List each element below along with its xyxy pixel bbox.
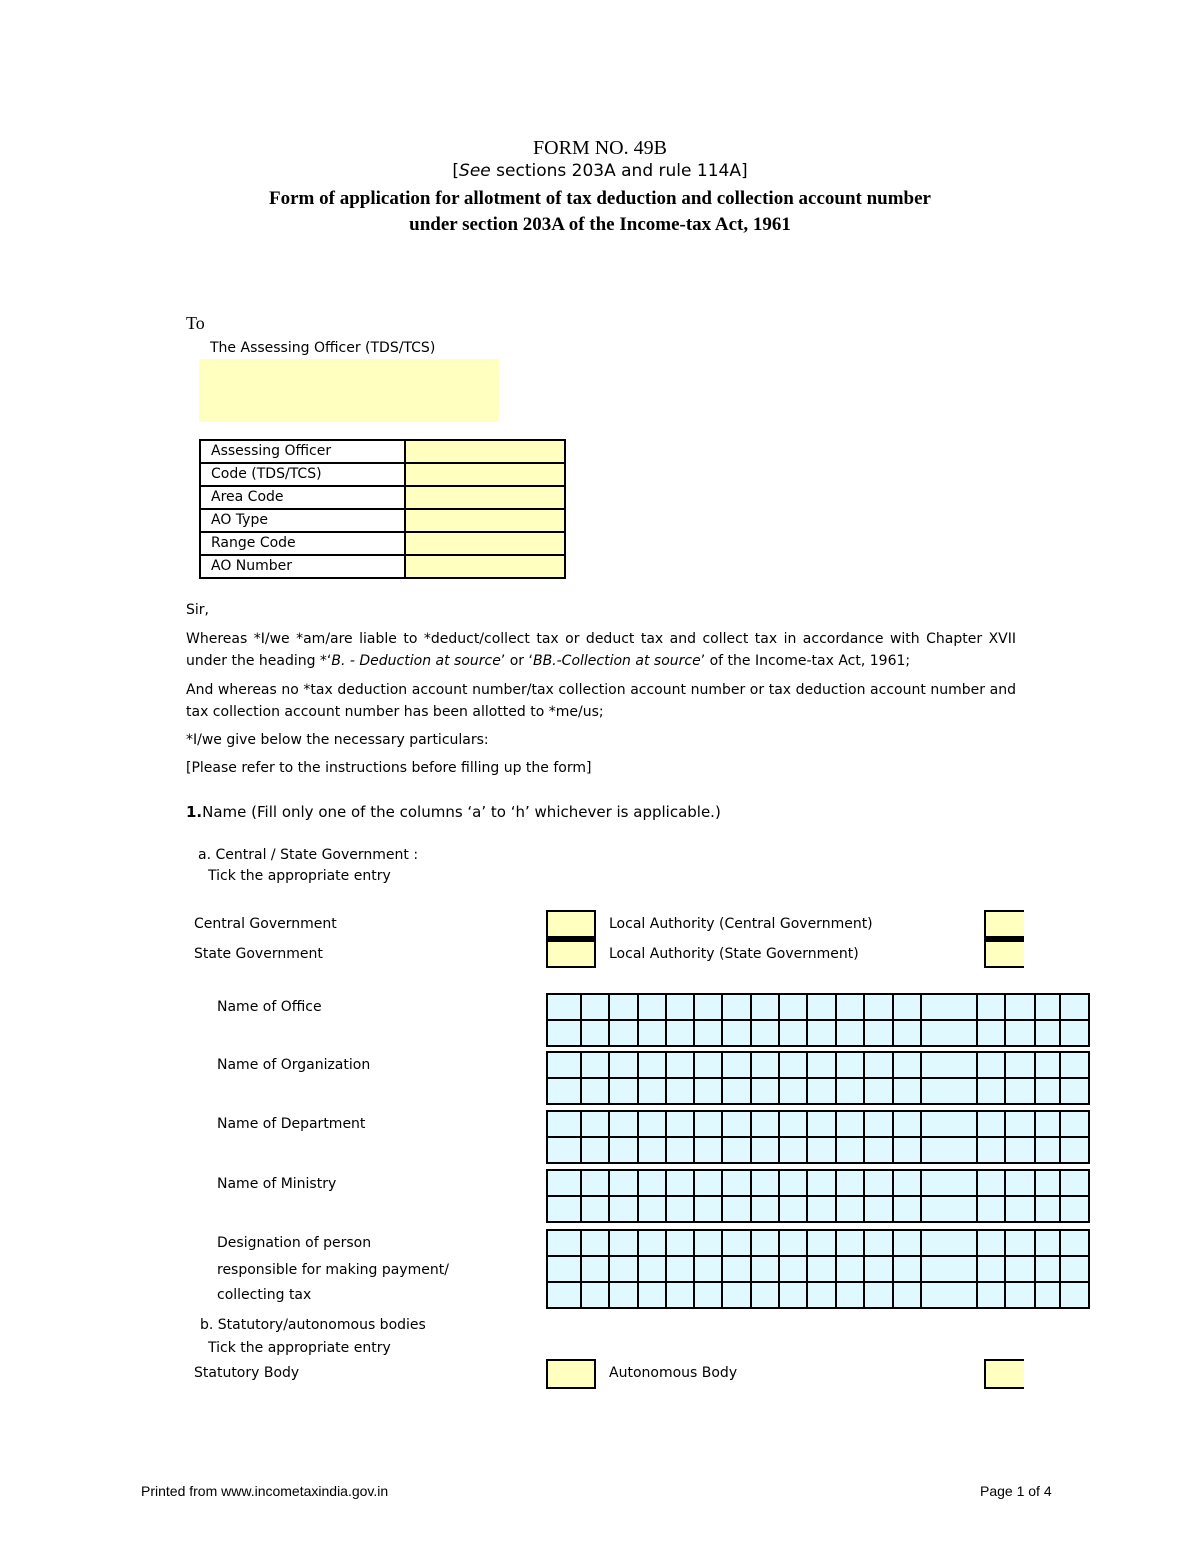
whereas-paragraph — [186, 628, 1016, 672]
char-cell[interactable] — [666, 1282, 694, 1308]
section-1-heading — [186, 803, 721, 822]
char-cell[interactable] — [638, 1282, 666, 1308]
char-cell[interactable] — [638, 1256, 666, 1282]
local-authority-state-label: Local Authority (State Government) — [609, 946, 859, 962]
char-cell[interactable] — [722, 1282, 751, 1308]
name-of-department-grid — [546, 1110, 1090, 1164]
char-cell[interactable] — [779, 1137, 807, 1163]
ao-row-label: AO Number — [200, 555, 405, 578]
central-state-tickbox-group — [546, 910, 596, 968]
local-authority-central-tickbox[interactable] — [986, 912, 1024, 938]
char-cell[interactable] — [638, 994, 666, 1020]
char-cell[interactable] — [666, 1170, 694, 1196]
form-title-line-2: under section 203A of the Income-tax Act, 1961 — [409, 214, 791, 235]
char-cell[interactable] — [581, 1282, 609, 1308]
char-cell[interactable] — [1060, 1230, 1089, 1256]
char-cell[interactable] — [807, 994, 836, 1020]
section-1-label: Name (Fill only one of the columns ‘a’ to ‘h’ whichever is applicable.) — [202, 803, 721, 821]
char-cell[interactable] — [779, 1170, 807, 1196]
para1-a: Whereas *I/we *am/are liable to *deduct/collect tax or deduct tax and collect tax in accordance with Chapter XVII under the heading *‘ — [186, 631, 1016, 669]
char-cell[interactable] — [977, 1170, 1005, 1196]
char-cell[interactable] — [1005, 1256, 1035, 1282]
char-cell[interactable] — [836, 1196, 864, 1222]
char-cell[interactable] — [581, 994, 609, 1020]
char-grid-row — [547, 1052, 1089, 1078]
char-cell[interactable] — [609, 994, 638, 1020]
char-cell[interactable] — [1005, 1020, 1035, 1046]
char-cell[interactable] — [893, 1052, 921, 1078]
section-1a-tick-hint: Tick the appropriate entry — [208, 868, 391, 884]
assessing-officer-label: The Assessing Officer (TDS/TCS) — [210, 340, 436, 356]
char-cell[interactable] — [864, 1020, 893, 1046]
ao-row-label: Area Code — [200, 486, 405, 509]
form-number: FORM NO. 49B — [533, 137, 667, 159]
statutory-body-tickbox[interactable] — [546, 1359, 596, 1389]
char-cell[interactable] — [893, 1230, 921, 1256]
char-cell[interactable] — [977, 994, 1005, 1020]
designation-label-line-3: collecting tax — [217, 1287, 312, 1303]
char-cell[interactable] — [751, 1170, 779, 1196]
statutory-body-label: Statutory Body — [194, 1365, 300, 1381]
char-cell[interactable] — [893, 1196, 921, 1222]
char-cell[interactable] — [921, 1196, 977, 1222]
char-cell[interactable] — [893, 1078, 921, 1104]
ao-details-table — [199, 439, 566, 579]
char-cell[interactable] — [581, 1230, 609, 1256]
autonomous-body-tickbox[interactable] — [984, 1359, 1024, 1389]
char-cell[interactable] — [751, 1282, 779, 1308]
char-cell[interactable] — [977, 1020, 1005, 1046]
char-cell[interactable] — [893, 1282, 921, 1308]
char-cell[interactable] — [751, 1230, 779, 1256]
char-cell[interactable] — [722, 1052, 751, 1078]
char-cell[interactable] — [836, 1020, 864, 1046]
char-cell[interactable] — [779, 994, 807, 1020]
central-government-label: Central Government — [194, 916, 337, 932]
char-cell[interactable] — [1005, 1111, 1035, 1137]
section-1b-label: b. Statutory/autonomous bodies — [200, 1317, 426, 1333]
char-cell[interactable] — [921, 1256, 977, 1282]
designation-label-line-2: responsible for making payment/ — [217, 1262, 449, 1278]
char-cell[interactable] — [751, 1078, 779, 1104]
name-of-organization-label: Name of Organization — [217, 1057, 371, 1073]
char-cell[interactable] — [779, 1052, 807, 1078]
para1-d: BB.-Collection at source — [532, 653, 701, 669]
char-grid-row — [547, 1256, 1089, 1282]
char-grid-table — [546, 1110, 1090, 1164]
char-cell[interactable] — [581, 1170, 609, 1196]
ref-rest: sections 203A and rule 114A] — [490, 161, 748, 181]
char-cell[interactable] — [694, 1196, 722, 1222]
char-cell[interactable] — [547, 1137, 581, 1163]
char-cell[interactable] — [581, 1052, 609, 1078]
char-cell[interactable] — [1060, 994, 1089, 1020]
char-cell[interactable] — [694, 1256, 722, 1282]
ao-row-label: AO Type — [200, 509, 405, 532]
char-cell[interactable] — [836, 1111, 864, 1137]
ao-assessing-officer-field[interactable] — [405, 440, 565, 463]
char-cell[interactable] — [1005, 994, 1035, 1020]
char-cell[interactable] — [609, 1111, 638, 1137]
char-cell[interactable] — [547, 1052, 581, 1078]
state-government-tickbox[interactable] — [548, 942, 594, 966]
char-cell[interactable] — [694, 1170, 722, 1196]
char-cell[interactable] — [638, 1230, 666, 1256]
char-cell[interactable] — [638, 1170, 666, 1196]
char-cell[interactable] — [921, 1052, 977, 1078]
char-grid-row — [547, 1282, 1089, 1308]
char-cell[interactable] — [779, 1111, 807, 1137]
local-authority-central-label: Local Authority (Central Government) — [609, 916, 873, 932]
char-grid-table — [546, 1051, 1090, 1105]
char-cell[interactable] — [751, 1111, 779, 1137]
char-cell[interactable] — [694, 1137, 722, 1163]
char-cell[interactable] — [666, 1020, 694, 1046]
to-label: To — [186, 313, 205, 333]
char-cell[interactable] — [722, 1137, 751, 1163]
char-cell[interactable] — [779, 1020, 807, 1046]
char-cell[interactable] — [547, 1282, 581, 1308]
char-cell[interactable] — [836, 1078, 864, 1104]
char-cell[interactable] — [609, 1282, 638, 1308]
char-cell[interactable] — [1005, 1196, 1035, 1222]
char-cell[interactable] — [977, 1052, 1005, 1078]
section-1-number: 1. — [186, 803, 203, 821]
char-cell[interactable] — [836, 1170, 864, 1196]
char-cell[interactable] — [694, 1282, 722, 1308]
char-cell[interactable] — [977, 1230, 1005, 1256]
char-cell[interactable] — [547, 1020, 581, 1046]
char-cell[interactable] — [1035, 1111, 1060, 1137]
char-cell[interactable] — [864, 1137, 893, 1163]
ao-row-label: Range Code — [200, 532, 405, 555]
char-cell[interactable] — [921, 1111, 977, 1137]
char-cell[interactable] — [893, 1137, 921, 1163]
char-cell[interactable] — [751, 1137, 779, 1163]
char-cell[interactable] — [751, 994, 779, 1020]
char-cell[interactable] — [1060, 1256, 1089, 1282]
char-cell[interactable] — [779, 1256, 807, 1282]
char-cell[interactable] — [609, 1137, 638, 1163]
char-cell[interactable] — [694, 1052, 722, 1078]
char-cell[interactable] — [638, 1020, 666, 1046]
ao-address-field[interactable] — [199, 359, 499, 422]
char-cell[interactable] — [722, 994, 751, 1020]
form-title-line-1: Form of application for allotment of tax deduction and collection account number — [269, 188, 931, 209]
char-cell[interactable] — [666, 1137, 694, 1163]
ao-row-label: Code (TDS/TCS) — [200, 463, 405, 486]
char-cell[interactable] — [1060, 1282, 1089, 1308]
ao-area-code-field[interactable] — [405, 486, 565, 509]
central-government-tickbox[interactable] — [548, 912, 594, 938]
char-cell[interactable] — [921, 1170, 977, 1196]
char-cell[interactable] — [836, 994, 864, 1020]
char-cell[interactable] — [1060, 1196, 1089, 1222]
char-cell[interactable] — [977, 1256, 1005, 1282]
char-cell[interactable] — [666, 1196, 694, 1222]
char-grid-row — [547, 1230, 1089, 1256]
char-cell[interactable] — [977, 1282, 1005, 1308]
char-cell[interactable] — [1005, 1078, 1035, 1104]
char-cell[interactable] — [1005, 1230, 1035, 1256]
designation-grid — [546, 1229, 1090, 1309]
char-cell[interactable] — [722, 1196, 751, 1222]
char-cell[interactable] — [722, 1256, 751, 1282]
char-cell[interactable] — [638, 1078, 666, 1104]
char-cell[interactable] — [864, 1078, 893, 1104]
char-cell[interactable] — [836, 1230, 864, 1256]
char-cell[interactable] — [581, 1256, 609, 1282]
char-cell[interactable] — [547, 1111, 581, 1137]
para1-e: ’ of the Income-tax Act, 1961; — [700, 653, 911, 669]
char-cell[interactable] — [977, 1137, 1005, 1163]
char-grid-row — [547, 1020, 1089, 1046]
char-cell[interactable] — [609, 1020, 638, 1046]
char-cell[interactable] — [666, 1111, 694, 1137]
char-cell[interactable] — [547, 1196, 581, 1222]
char-cell[interactable] — [666, 1078, 694, 1104]
char-cell[interactable] — [666, 1052, 694, 1078]
char-cell[interactable] — [807, 1282, 836, 1308]
char-cell[interactable] — [807, 1256, 836, 1282]
ao-row-label: Assessing Officer — [200, 440, 405, 463]
char-cell[interactable] — [1035, 1196, 1060, 1222]
instructions-note: [Please refer to the instructions before filling up the form] — [186, 760, 592, 776]
name-of-department-label: Name of Department — [217, 1116, 366, 1132]
char-cell[interactable] — [921, 1078, 977, 1104]
char-cell[interactable] — [893, 994, 921, 1020]
char-cell[interactable] — [666, 1256, 694, 1282]
char-cell[interactable] — [893, 1256, 921, 1282]
char-cell[interactable] — [779, 1078, 807, 1104]
char-cell[interactable] — [666, 1230, 694, 1256]
form-reference — [0, 161, 1200, 181]
char-cell[interactable] — [581, 1196, 609, 1222]
char-grid-row — [547, 1078, 1089, 1104]
char-cell[interactable] — [807, 1078, 836, 1104]
char-cell[interactable] — [807, 1020, 836, 1046]
char-grid-row — [547, 994, 1089, 1020]
ao-code-field[interactable] — [405, 463, 565, 486]
char-cell[interactable] — [1060, 1020, 1089, 1046]
footer-printed-from: Printed from www.incometaxindia.gov.in — [141, 1483, 389, 1499]
char-cell[interactable] — [921, 1137, 977, 1163]
ao-number-field[interactable] — [405, 555, 565, 578]
char-cell[interactable] — [921, 994, 977, 1020]
autonomous-body-label: Autonomous Body — [609, 1365, 738, 1381]
char-cell[interactable] — [638, 1196, 666, 1222]
char-cell[interactable] — [1005, 1282, 1035, 1308]
ref-see: See — [459, 161, 491, 181]
char-cell[interactable] — [836, 1282, 864, 1308]
char-cell[interactable] — [609, 1230, 638, 1256]
char-cell[interactable] — [609, 1170, 638, 1196]
section-1a-label: a. Central / State Government : — [198, 847, 419, 863]
name-of-office-grid — [546, 993, 1090, 1047]
char-cell[interactable] — [1060, 1078, 1089, 1104]
char-cell[interactable] — [581, 1111, 609, 1137]
char-cell[interactable] — [609, 1256, 638, 1282]
ref-open: [ — [452, 161, 460, 181]
char-cell[interactable] — [666, 994, 694, 1020]
char-cell[interactable] — [893, 1111, 921, 1137]
char-cell[interactable] — [751, 1052, 779, 1078]
char-cell[interactable] — [694, 1078, 722, 1104]
name-of-office-label: Name of Office — [217, 999, 322, 1015]
char-cell[interactable] — [1035, 1282, 1060, 1308]
char-cell[interactable] — [1035, 994, 1060, 1020]
ao-range-code-field[interactable] — [405, 532, 565, 555]
char-cell[interactable] — [722, 1078, 751, 1104]
char-cell[interactable] — [1035, 1052, 1060, 1078]
char-cell[interactable] — [921, 1282, 977, 1308]
char-cell[interactable] — [864, 1052, 893, 1078]
char-cell[interactable] — [547, 1078, 581, 1104]
char-cell[interactable] — [722, 1170, 751, 1196]
para1-c: ’ or ‘ — [500, 653, 533, 669]
char-cell[interactable] — [836, 1256, 864, 1282]
char-cell[interactable] — [864, 1170, 893, 1196]
char-cell[interactable] — [836, 1137, 864, 1163]
ao-type-field[interactable] — [405, 509, 565, 532]
name-of-organization-grid — [546, 1051, 1090, 1105]
char-cell[interactable] — [779, 1230, 807, 1256]
char-cell[interactable] — [864, 1230, 893, 1256]
char-cell[interactable] — [1060, 1170, 1089, 1196]
char-cell[interactable] — [921, 1020, 977, 1046]
char-cell[interactable] — [977, 1196, 1005, 1222]
char-grid-table — [546, 1169, 1090, 1223]
char-cell[interactable] — [807, 1230, 836, 1256]
char-cell[interactable] — [638, 1052, 666, 1078]
char-cell[interactable] — [864, 1111, 893, 1137]
char-cell[interactable] — [1035, 1137, 1060, 1163]
char-cell[interactable] — [722, 1230, 751, 1256]
char-cell[interactable] — [581, 1020, 609, 1046]
char-cell[interactable] — [638, 1111, 666, 1137]
char-cell[interactable] — [609, 1196, 638, 1222]
char-cell[interactable] — [807, 1196, 836, 1222]
char-cell[interactable] — [1005, 1137, 1035, 1163]
state-government-label: State Government — [194, 946, 323, 962]
char-grid-row — [547, 1170, 1089, 1196]
and-whereas-paragraph: And whereas no *tax deduction account number/tax collection account number or tax deduction account number and tax collection account number has been allotted to *me/us; — [186, 682, 1016, 720]
char-cell[interactable] — [1035, 1170, 1060, 1196]
local-authority-tickbox-group — [984, 910, 1024, 968]
char-cell[interactable] — [893, 1170, 921, 1196]
char-cell[interactable] — [1060, 1111, 1089, 1137]
char-grid-row — [547, 1196, 1089, 1222]
para1-b: B. - Deduction at source — [331, 653, 501, 669]
char-cell[interactable] — [547, 994, 581, 1020]
char-cell[interactable] — [864, 1256, 893, 1282]
section-1b-tick-hint: Tick the appropriate entry — [208, 1340, 391, 1356]
char-cell[interactable] — [807, 1111, 836, 1137]
particulars-line: *I/we give below the necessary particulars: — [186, 732, 489, 748]
char-cell[interactable] — [1005, 1052, 1035, 1078]
char-grid-row — [547, 1137, 1089, 1163]
char-cell[interactable] — [779, 1196, 807, 1222]
char-cell[interactable] — [1035, 1078, 1060, 1104]
char-cell[interactable] — [1060, 1052, 1089, 1078]
char-cell[interactable] — [722, 1111, 751, 1137]
char-grid-table — [546, 1229, 1090, 1309]
char-cell[interactable] — [807, 1052, 836, 1078]
char-cell[interactable] — [638, 1137, 666, 1163]
char-grid-table — [546, 993, 1090, 1047]
name-of-ministry-label: Name of Ministry — [217, 1176, 337, 1192]
local-authority-state-tickbox[interactable] — [986, 942, 1024, 966]
char-cell[interactable] — [977, 1111, 1005, 1137]
char-cell[interactable] — [609, 1078, 638, 1104]
char-cell[interactable] — [1035, 1230, 1060, 1256]
designation-label-line-1: Designation of person — [217, 1235, 372, 1251]
char-cell[interactable] — [581, 1078, 609, 1104]
char-cell[interactable] — [694, 1230, 722, 1256]
char-cell[interactable] — [864, 1196, 893, 1222]
char-cell[interactable] — [547, 1170, 581, 1196]
char-cell[interactable] — [864, 1282, 893, 1308]
char-cell[interactable] — [836, 1052, 864, 1078]
char-cell[interactable] — [864, 994, 893, 1020]
char-cell[interactable] — [751, 1020, 779, 1046]
char-cell[interactable] — [1035, 1020, 1060, 1046]
char-cell[interactable] — [751, 1196, 779, 1222]
char-cell[interactable] — [807, 1137, 836, 1163]
char-cell[interactable] — [609, 1052, 638, 1078]
char-cell[interactable] — [722, 1020, 751, 1046]
char-cell[interactable] — [977, 1078, 1005, 1104]
char-cell[interactable] — [547, 1256, 581, 1282]
char-cell[interactable] — [694, 994, 722, 1020]
char-cell[interactable] — [779, 1282, 807, 1308]
char-grid-row — [547, 1111, 1089, 1137]
char-cell[interactable] — [694, 1020, 722, 1046]
salutation: Sir, — [186, 602, 209, 618]
char-cell[interactable] — [547, 1230, 581, 1256]
char-cell[interactable] — [1035, 1256, 1060, 1282]
char-cell[interactable] — [807, 1170, 836, 1196]
char-cell[interactable] — [694, 1111, 722, 1137]
char-cell[interactable] — [751, 1256, 779, 1282]
char-cell[interactable] — [581, 1137, 609, 1163]
char-cell[interactable] — [921, 1230, 977, 1256]
footer-page-number: Page 1 of 4 — [980, 1483, 1052, 1499]
char-cell[interactable] — [893, 1020, 921, 1046]
char-cell[interactable] — [1005, 1170, 1035, 1196]
char-cell[interactable] — [1060, 1137, 1089, 1163]
name-of-ministry-grid — [546, 1169, 1090, 1223]
